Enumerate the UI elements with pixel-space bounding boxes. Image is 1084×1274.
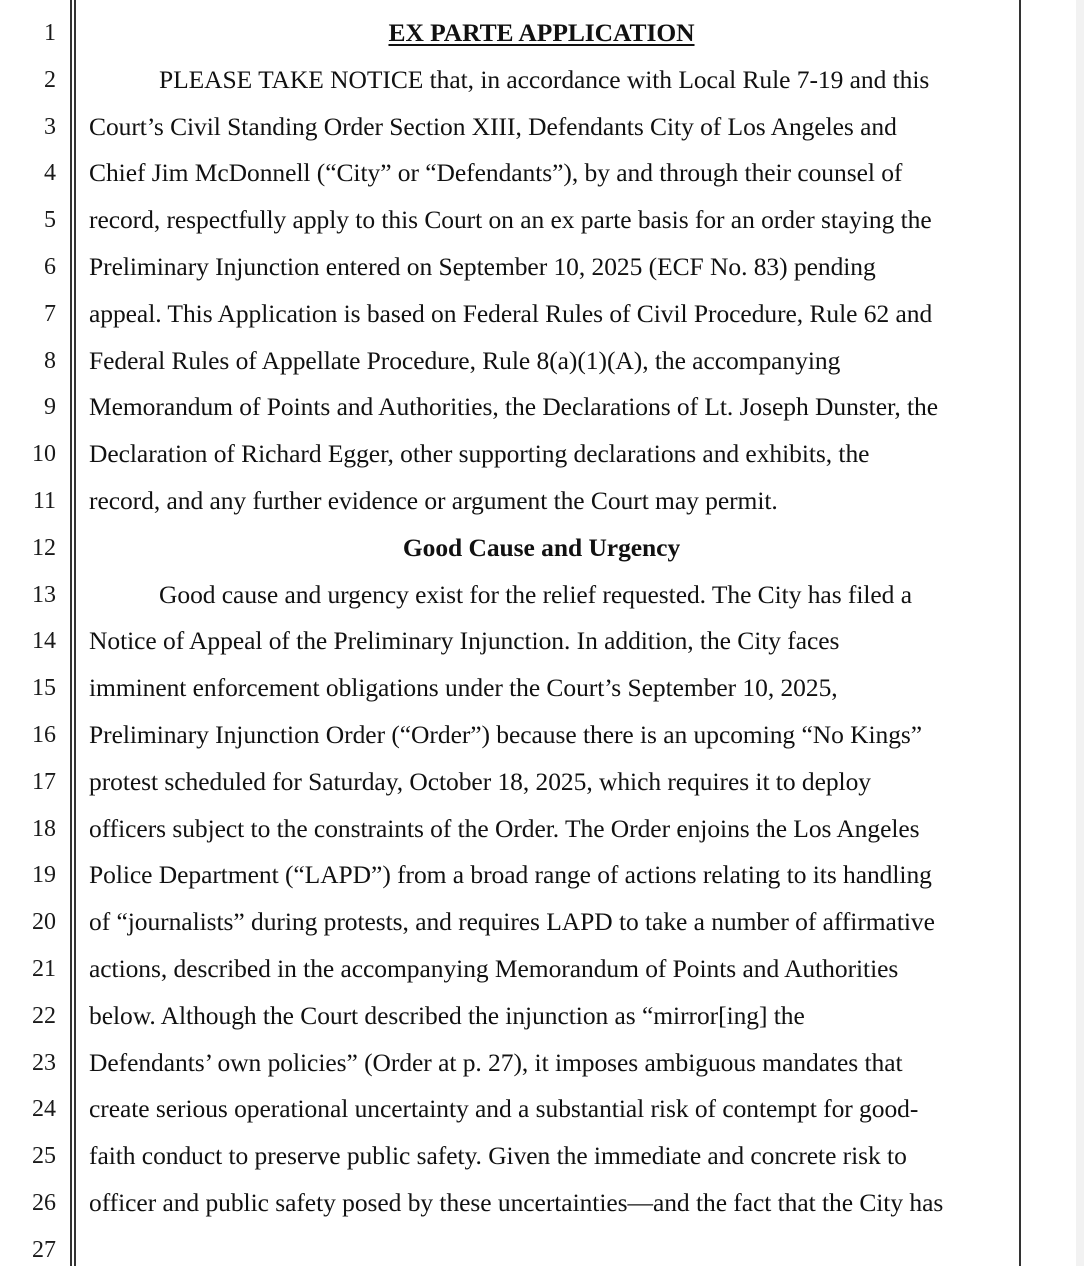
line-number: 21 — [32, 955, 56, 982]
paragraph-line: of “journalists” during protests, and requires LAPD to take a number of affirmative — [89, 907, 935, 937]
line-number: 22 — [32, 1002, 56, 1029]
paragraph-line: PLEASE TAKE NOTICE that, in accordance with Local Rule 7-19 and this — [159, 64, 930, 94]
paragraph-line: officers subject to the constraints of the Order. The Order enjoins the Los Angeles — [89, 813, 920, 843]
line-number: 3 — [44, 113, 56, 140]
paragraph-line: Federal Rules of Appellate Procedure, Rule 8(a)(1)(A), the accompanying — [89, 345, 841, 375]
line-number: 8 — [44, 347, 56, 374]
paragraph-line: officer and public safety posed by these uncertainties—and the fact that the City has — [89, 1187, 944, 1217]
paragraph-line: Chief Jim McDonnell (“City” or “Defendants”), by and through their counsel of — [89, 158, 903, 188]
line-number: 26 — [32, 1189, 56, 1216]
line-number: 25 — [32, 1143, 56, 1170]
section-heading: Good Cause and Urgency — [402, 532, 681, 562]
line-number: 6 — [44, 253, 56, 280]
line-number: 20 — [32, 909, 56, 936]
line-number: 12 — [32, 534, 56, 561]
paragraph-line: record, respectfully apply to this Court on an ex parte basis for an order staying the — [89, 205, 932, 235]
line-number: 15 — [32, 675, 56, 702]
paragraph-line: Good cause and urgency exist for the relief requested. The City has filed a — [159, 579, 912, 609]
page-right-margin — [1076, 0, 1084, 1266]
paragraph-line: Notice of Appeal of the Preliminary Injunction. In addition, the City faces — [89, 626, 840, 656]
paragraph-line: protest scheduled for Saturday, October 18, 2025, which requires it to deploy — [89, 766, 871, 796]
document-body — [89, 10, 1014, 1274]
paragraph-line: record, and any further evidence or argument the Court may permit. — [89, 485, 778, 515]
line-number: 9 — [44, 394, 56, 421]
line-number: 5 — [44, 207, 56, 234]
paragraph-line: Preliminary Injunction entered on September 10, 2025 (ECF No. 83) pending — [89, 251, 876, 281]
line-number: 7 — [44, 300, 56, 327]
right-margin-rule — [1019, 0, 1021, 1266]
paragraph-line: Preliminary Injunction Order (“Order”) because there is an upcoming “No Kings” — [89, 719, 923, 749]
line-number: 13 — [32, 581, 56, 608]
paragraph-line: below. Although the Court described the injunction as “mirror[ing] the — [89, 1000, 805, 1030]
paragraph-line: faith conduct to preserve public safety. Given the immediate and concrete risk to — [89, 1141, 907, 1171]
line-number: 11 — [32, 487, 56, 514]
paragraph-line: Defendants’ own policies” (Order at p. 27), it imposes ambiguous mandates that — [89, 1047, 903, 1077]
pleading-line-numbers — [0, 10, 56, 1274]
paragraph-line: Declaration of Richard Egger, other supporting declarations and exhibits, the — [89, 439, 870, 469]
line-number: 23 — [32, 1049, 56, 1076]
line-number: 4 — [44, 160, 56, 187]
line-number: 1 — [44, 20, 56, 46]
line-number: 2 — [44, 66, 56, 93]
line-number: 24 — [32, 1096, 56, 1123]
line-number: 19 — [32, 862, 56, 889]
line-number: 17 — [32, 768, 56, 795]
paragraph-line — [89, 1227, 1014, 1274]
left-margin-rule — [70, 0, 72, 1266]
line-number: 18 — [32, 815, 56, 842]
paragraph-line: actions, described in the accompanying Memorandum of Points and Authorities — [89, 953, 899, 983]
paragraph-line: Court’s Civil Standing Order Section XIII, Defendants City of Los Angeles and — [89, 111, 897, 141]
paragraph-line: Police Department (“LAPD”) from a broad range of actions relating to its handling — [89, 860, 932, 890]
paragraph-line: appeal. This Application is based on Federal Rules of Civil Procedure, Rule 62 and — [89, 298, 933, 328]
paragraph-line: imminent enforcement obligations under the Court’s September 10, 2025, — [89, 673, 838, 703]
document-title: EX PARTE APPLICATION — [388, 18, 695, 47]
left-margin-rule-inner — [74, 0, 76, 1266]
line-number: 16 — [32, 721, 56, 748]
line-number: 14 — [32, 628, 56, 655]
line-number: 10 — [32, 441, 56, 468]
line-number: 27 — [32, 1236, 56, 1263]
paragraph-line: create serious operational uncertainty and a substantial risk of contempt for good- — [89, 1094, 919, 1124]
paragraph-line: Memorandum of Points and Authorities, the Declarations of Lt. Joseph Dunster, the — [89, 392, 939, 422]
